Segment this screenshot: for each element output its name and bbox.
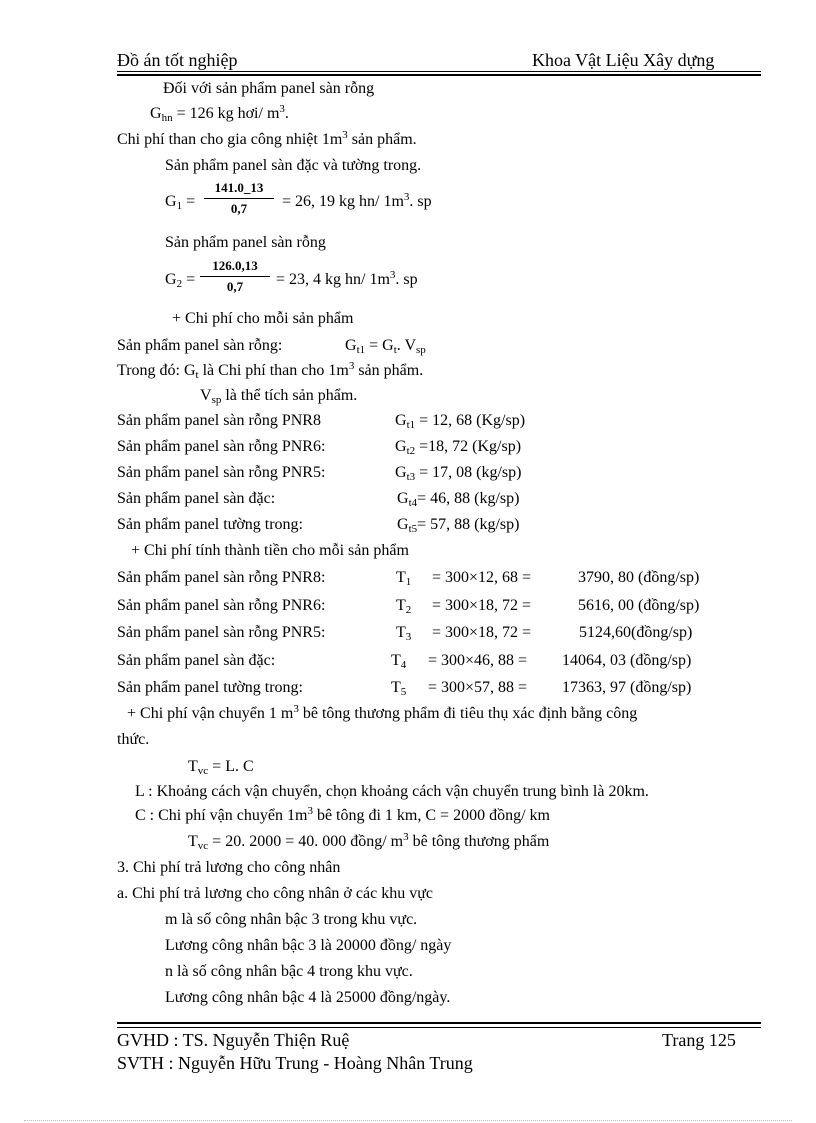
text-line: thức. xyxy=(117,731,150,748)
product-name: Sản phẩm panel tường trong: xyxy=(117,516,303,533)
text-line: Lương công nhân bậc 4 là 25000 đồng/ngày. xyxy=(165,989,451,1006)
footer-rule xyxy=(117,1027,761,1028)
header-rule-thick xyxy=(117,74,761,76)
text-line: + Chi phí vận chuyển 1 $m^3$ bê tông thương phẩm đi tiêu thụ xác định bằng công xyxy=(127,703,638,722)
fraction-bar xyxy=(200,276,270,277)
fraction-bar xyxy=(204,198,274,199)
product-name: Sản phẩm panel sàn rỗng PNR8 xyxy=(117,412,321,429)
product-value: $G_{t2} =18$, 72 (Kg/sp) xyxy=(395,438,522,457)
formula-g2-lhs: $G_2$ = xyxy=(165,271,196,290)
cost-name: Sản phẩm panel sàn rỗng PNR8: xyxy=(117,569,326,586)
fraction-numerator: 126.0,13 xyxy=(212,258,258,273)
cost-symbol: $T_5$ xyxy=(391,679,407,698)
fraction-numerator: 141.0_13 xyxy=(214,180,264,195)
cost-expr: = 300×46, 88 = xyxy=(428,652,528,669)
text-line: + Chi phí tính thành tiền cho mỗi sản phẩm xyxy=(131,542,409,559)
text-line: $V_{sp}$ là thể tích sản phẩm. xyxy=(200,387,358,406)
text-line: Sản phẩm panel sàn rỗng: xyxy=(117,337,283,354)
product-name: Sản phẩm panel sàn rỗng PNR5: xyxy=(117,464,326,481)
cost-value: 3790, 80 (đồng/sp) xyxy=(578,569,700,586)
product-value: $G_{t4}= 46$, 88 (kg/sp) xyxy=(397,490,520,509)
text-line: + Chi phí cho mỗi sản phẩm xyxy=(172,310,354,327)
section-heading: 3. Chi phí trả lương cho công nhân xyxy=(117,859,341,876)
text-line: Chi phí than cho gia công nhiệt $1m^3$ sản phẩm. xyxy=(117,129,417,148)
cost-expr: = 300×18, 72 = xyxy=(432,624,532,641)
text-line: Trong đó: $G_t$ là Chi phí than cho $1m^3$ sản phẩm. xyxy=(117,360,424,381)
cost-name: Sản phẩm panel sàn rỗng PNR6: xyxy=(117,597,326,614)
text-line: Đối với sản phẩm panel sàn rỗng xyxy=(163,80,375,97)
cost-name: Sản phẩm panel sàn đặc: xyxy=(117,652,276,669)
product-value: $G_{t1} = 12$, 68 (Kg/sp) xyxy=(395,412,526,431)
cost-value: 5124,60(đồng/sp) xyxy=(579,624,693,641)
cost-expr: = 300×18, 72 = xyxy=(432,597,532,614)
cost-value: 17363, 97 (đồng/sp) xyxy=(562,679,692,696)
cost-expr: = 300×12, 68 = xyxy=(432,569,532,586)
formula-gt1: $G_{t1} = G_t$. $V_{sp}$ xyxy=(345,337,426,356)
subsection-heading: a. Chi phí trả lương cho công nhân ở các khu vực xyxy=(117,885,433,902)
cost-value: 5616, 00 (đồng/sp) xyxy=(578,597,700,614)
cost-value: 14064, 03 (đồng/sp) xyxy=(562,652,692,669)
formula-tvc: $T_{vc} = L$. C xyxy=(188,758,254,777)
text-line: C : Chi phí vận chuyển $1m^3$ bê tông đi 1 km, C = 2000 đồng/ km xyxy=(135,805,550,824)
product-value: $G_{t5}= 57$, 88 (kg/sp) xyxy=(397,516,520,535)
text-line: L : Khoảng cách vận chuyển, chọn khoảng cách vận chuyển trung bình là 20km. xyxy=(135,783,649,800)
footer-gvhd: GVHD : TS. Nguyễn Thiện Ruệ xyxy=(117,1030,350,1050)
cost-symbol: $T_2$ xyxy=(396,597,412,616)
cost-symbol: $T_1$ xyxy=(396,569,412,588)
formula-g1-lhs: $G_1$ = xyxy=(165,193,196,212)
formula-g2-rhs: = 23, 4 kg hn/ $1m^3$. sp xyxy=(276,269,418,288)
footer-svth: SVTH : Nguyễn Hữu Trung - Hoàng Nhân Trung xyxy=(117,1053,473,1073)
fraction-denominator: 0,7 xyxy=(230,201,248,216)
text-line: $G_{hn} = 126$ kg hơi/ $m^3$. xyxy=(150,103,289,124)
formula-tvc-result: $T_{vc} = 20$. 2000 = 40. 000 đồng/ $m^3$ bê tông thương phẩm xyxy=(188,831,550,852)
text-line: Sản phẩm panel sàn rỗng xyxy=(165,234,326,251)
fraction-g1 xyxy=(204,180,274,216)
cost-name: Sản phẩm panel tường trong: xyxy=(117,679,303,696)
product-name: Sản phẩm panel sàn đặc: xyxy=(117,490,276,507)
text-line: n là số công nhân bậc 4 trong khu vực. xyxy=(165,963,413,980)
product-value: $G_{t3} = 17$, 08 (kg/sp) xyxy=(395,464,522,483)
cost-symbol: $T_4$ xyxy=(391,652,407,671)
fraction-g2 xyxy=(200,258,270,294)
page-edge-dots xyxy=(24,1120,792,1121)
header-right: Khoa Vật Liệu Xây dựng xyxy=(532,50,715,70)
page-number: Trang 125 xyxy=(662,1030,736,1050)
formula-g1-rhs: = 26, 19 kg hn/ $1m^3$. sp xyxy=(282,191,432,210)
text-line: Lương công nhân bậc 3 là 20000 đồng/ ngày xyxy=(165,937,452,954)
cost-name: Sản phẩm panel sàn rỗng PNR5: xyxy=(117,624,326,641)
header-left: Đồ án tốt nghiệp xyxy=(117,50,238,70)
cost-expr: = 300×57, 88 = xyxy=(428,679,528,696)
text-line: Sản phẩm panel sàn đặc và tường trong. xyxy=(165,157,422,174)
cost-symbol: $T_3$ xyxy=(396,624,412,643)
footer-rule-thick xyxy=(117,1022,761,1024)
fraction-denominator: 0,7 xyxy=(226,279,244,294)
product-name: Sản phẩm panel sàn rỗng PNR6: xyxy=(117,438,326,455)
text-line: m là số công nhân bậc 3 trong khu vực. xyxy=(165,911,418,928)
header-rule xyxy=(117,71,761,72)
